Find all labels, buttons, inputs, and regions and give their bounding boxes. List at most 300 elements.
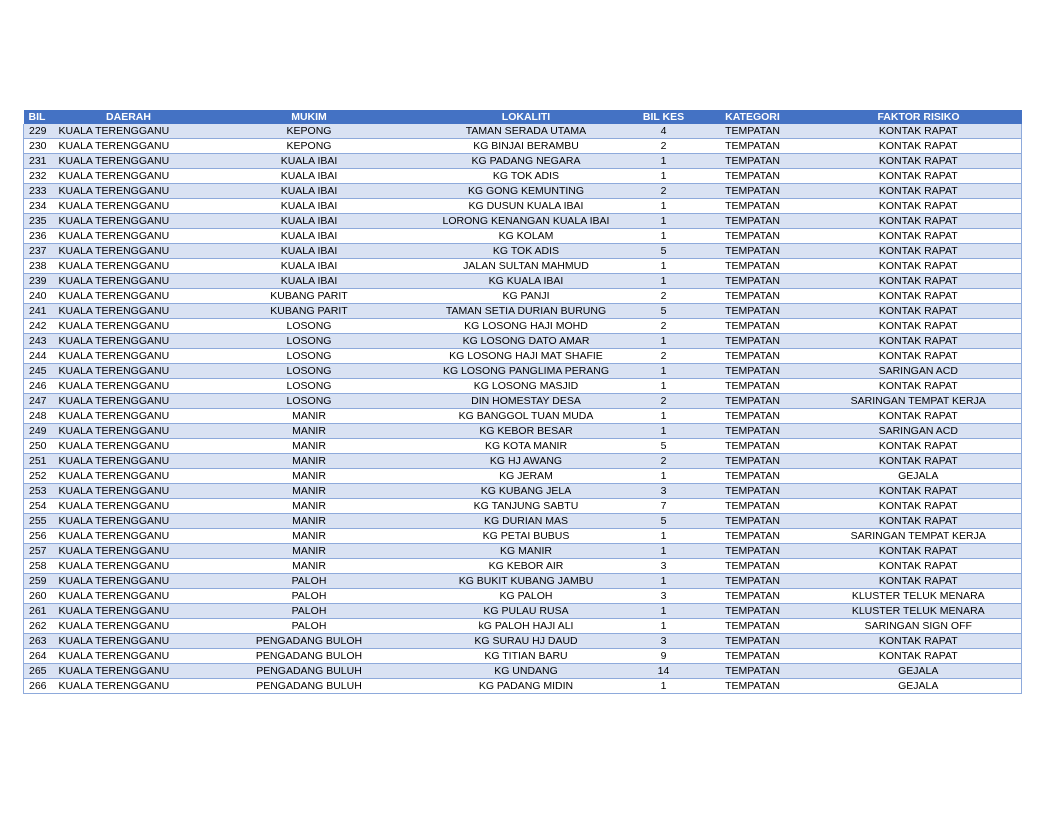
cell-bil-kes: 5 [638,439,690,454]
cell-mukim: KUALA IBAI [204,214,415,229]
table-row [24,349,1022,364]
header-mukim: MUKIM [204,110,415,124]
cell-lokaliti: LORONG KENANGAN KUALA IBAI [415,214,638,229]
cell-lokaliti: KG KOTA MANIR [415,439,638,454]
cell-lokaliti: KG UNDANG [415,664,638,679]
cell-kategori: TEMPATAN [690,619,816,634]
cell-faktor-risiko: KONTAK RAPAT [816,319,1022,334]
cell-lokaliti: TAMAN SERADA UTAMA [415,124,638,139]
cell-daerah: KUALA TERENGGANU [54,469,204,484]
cell-daerah: KUALA TERENGGANU [54,274,204,289]
cell-faktor-risiko: SARINGAN TEMPAT KERJA [816,394,1022,409]
cell-kategori: TEMPATAN [690,364,816,379]
cell-bil: 246 [24,379,54,394]
cell-lokaliti: KG PADANG NEGARA [415,154,638,169]
table-row [24,244,1022,259]
cell-faktor-risiko: KONTAK RAPAT [816,514,1022,529]
cell-faktor-risiko: KONTAK RAPAT [816,349,1022,364]
cell-mukim: MANIR [204,544,415,559]
cell-mukim: MANIR [204,559,415,574]
cell-bil-kes: 2 [638,454,690,469]
table-row [24,289,1022,304]
cell-bil-kes: 1 [638,619,690,634]
cell-bil: 245 [24,364,54,379]
cell-lokaliti: KG TANJUNG SABTU [415,499,638,514]
cell-daerah: KUALA TERENGGANU [54,679,204,694]
table-row [24,484,1022,499]
cell-bil-kes: 1 [638,529,690,544]
cell-bil-kes: 2 [638,349,690,364]
cell-kategori: TEMPATAN [690,349,816,364]
cell-lokaliti: KG KEBOR BESAR [415,424,638,439]
table-row [24,319,1022,334]
cell-bil-kes: 1 [638,259,690,274]
header-daerah: DAERAH [54,110,204,124]
cell-faktor-risiko: SARINGAN TEMPAT KERJA [816,529,1022,544]
cell-faktor-risiko: GEJALA [816,664,1022,679]
cell-kategori: TEMPATAN [690,454,816,469]
cell-daerah: KUALA TERENGGANU [54,334,204,349]
cell-mukim: KEPONG [204,139,415,154]
cell-kategori: TEMPATAN [690,484,816,499]
cell-mukim: MANIR [204,454,415,469]
cell-kategori: TEMPATAN [690,319,816,334]
table-row [24,259,1022,274]
cell-kategori: TEMPATAN [690,574,816,589]
table-row [24,454,1022,469]
cell-bil: 243 [24,334,54,349]
cell-bil: 230 [24,139,54,154]
cell-mukim: KUALA IBAI [204,199,415,214]
cell-bil-kes: 2 [638,394,690,409]
cell-faktor-risiko: KONTAK RAPAT [816,649,1022,664]
cell-faktor-risiko: KONTAK RAPAT [816,244,1022,259]
cell-daerah: KUALA TERENGGANU [54,199,204,214]
cell-kategori: TEMPATAN [690,604,816,619]
cell-mukim: KUALA IBAI [204,184,415,199]
cell-faktor-risiko: KLUSTER TELUK MENARA [816,604,1022,619]
cell-lokaliti: KG BUKIT KUBANG JAMBU [415,574,638,589]
cell-mukim: MANIR [204,439,415,454]
cell-bil-kes: 1 [638,154,690,169]
cell-daerah: KUALA TERENGGANU [54,604,204,619]
table-row [24,574,1022,589]
cell-bil-kes: 1 [638,469,690,484]
cell-lokaliti: KG DURIAN MAS [415,514,638,529]
cell-bil: 242 [24,319,54,334]
cell-daerah: KUALA TERENGGANU [54,649,204,664]
table-row [24,559,1022,574]
cell-bil: 241 [24,304,54,319]
cell-bil-kes: 1 [638,334,690,349]
cell-bil: 264 [24,649,54,664]
cell-lokaliti: KG BINJAI BERAMBU [415,139,638,154]
cell-mukim: KUBANG PARIT [204,304,415,319]
cell-kategori: TEMPATAN [690,469,816,484]
case-table [23,110,1022,694]
cell-mukim: LOSONG [204,319,415,334]
cell-mukim: KUALA IBAI [204,154,415,169]
cell-mukim: LOSONG [204,394,415,409]
cell-lokaliti: KG KUALA IBAI [415,274,638,289]
cell-bil: 261 [24,604,54,619]
cell-lokaliti: KG MANIR [415,544,638,559]
cell-daerah: KUALA TERENGGANU [54,319,204,334]
cell-daerah: KUALA TERENGGANU [54,559,204,574]
cell-bil: 254 [24,499,54,514]
cell-faktor-risiko: GEJALA [816,679,1022,694]
header-lokaliti: LOKALITI [415,110,638,124]
cell-lokaliti: KG PETAI BUBUS [415,529,638,544]
cell-lokaliti: KG TOK ADIS [415,244,638,259]
cell-mukim: LOSONG [204,334,415,349]
cell-lokaliti: JALAN SULTAN MAHMUD [415,259,638,274]
cell-kategori: TEMPATAN [690,634,816,649]
cell-mukim: PALOH [204,619,415,634]
cell-kategori: TEMPATAN [690,139,816,154]
cell-bil-kes: 1 [638,364,690,379]
cell-kategori: TEMPATAN [690,409,816,424]
table-header [24,110,1022,124]
cell-kategori: TEMPATAN [690,199,816,214]
cell-faktor-risiko: KONTAK RAPAT [816,124,1022,139]
cell-faktor-risiko: KLUSTER TELUK MENARA [816,589,1022,604]
cell-bil: 244 [24,349,54,364]
cell-daerah: KUALA TERENGGANU [54,244,204,259]
cell-mukim: KUBANG PARIT [204,289,415,304]
cell-faktor-risiko: KONTAK RAPAT [816,499,1022,514]
cell-bil-kes: 1 [638,424,690,439]
cell-kategori: TEMPATAN [690,124,816,139]
cell-kategori: TEMPATAN [690,514,816,529]
cell-bil: 239 [24,274,54,289]
cell-daerah: KUALA TERENGGANU [54,379,204,394]
cell-lokaliti: KG LOSONG MASJID [415,379,638,394]
cell-mukim: KEPONG [204,124,415,139]
cell-bil: 253 [24,484,54,499]
cell-kategori: TEMPATAN [690,214,816,229]
cell-bil: 257 [24,544,54,559]
table-row [24,649,1022,664]
cell-bil-kes: 1 [638,169,690,184]
table-row [24,424,1022,439]
cell-lokaliti: KG LOSONG PANGLIMA PERANG [415,364,638,379]
cell-lokaliti: KG KEBOR AIR [415,559,638,574]
table-row [24,304,1022,319]
cell-daerah: KUALA TERENGGANU [54,439,204,454]
cell-daerah: KUALA TERENGGANU [54,619,204,634]
cell-bil: 265 [24,664,54,679]
cell-faktor-risiko: SARINGAN ACD [816,364,1022,379]
cell-daerah: KUALA TERENGGANU [54,229,204,244]
cell-bil-kes: 5 [638,304,690,319]
table-row [24,529,1022,544]
cell-bil-kes: 1 [638,274,690,289]
cell-kategori: TEMPATAN [690,649,816,664]
table-row [24,229,1022,244]
cell-bil: 263 [24,634,54,649]
cell-daerah: KUALA TERENGGANU [54,574,204,589]
cell-bil: 250 [24,439,54,454]
cell-daerah: KUALA TERENGGANU [54,664,204,679]
cell-bil: 231 [24,154,54,169]
cell-faktor-risiko: KONTAK RAPAT [816,574,1022,589]
cell-daerah: KUALA TERENGGANU [54,364,204,379]
cell-mukim: KUALA IBAI [204,169,415,184]
table-row [24,139,1022,154]
cell-mukim: LOSONG [204,379,415,394]
table-body [24,124,1022,694]
cell-mukim: MANIR [204,469,415,484]
cell-lokaliti: KG LOSONG HAJI MOHD [415,319,638,334]
cell-daerah: KUALA TERENGGANU [54,304,204,319]
table-row [24,439,1022,454]
cell-lokaliti: DIN HOMESTAY DESA [415,394,638,409]
cell-faktor-risiko: KONTAK RAPAT [816,484,1022,499]
cell-daerah: KUALA TERENGGANU [54,529,204,544]
cell-kategori: TEMPATAN [690,274,816,289]
table-row [24,199,1022,214]
cell-daerah: KUALA TERENGGANU [54,214,204,229]
cell-bil: 238 [24,259,54,274]
cell-lokaliti: KG KUBANG JELA [415,484,638,499]
cell-bil-kes: 3 [638,559,690,574]
cell-bil: 248 [24,409,54,424]
table-row [24,469,1022,484]
cell-bil: 236 [24,229,54,244]
cell-faktor-risiko: KONTAK RAPAT [816,439,1022,454]
cell-bil: 232 [24,169,54,184]
cell-faktor-risiko: KONTAK RAPAT [816,169,1022,184]
header-bil: BIL [24,110,54,124]
cell-mukim: PENGADANG BULUH [204,679,415,694]
cell-lokaliti: KG PANJI [415,289,638,304]
cell-bil-kes: 9 [638,649,690,664]
header-faktor-risiko: FAKTOR RISIKO [816,110,1022,124]
cell-mukim: MANIR [204,514,415,529]
cell-lokaliti: TAMAN SETIA DURIAN BURUNG [415,304,638,319]
cell-bil: 249 [24,424,54,439]
cell-bil-kes: 14 [638,664,690,679]
cell-bil-kes: 1 [638,229,690,244]
cell-mukim: PALOH [204,589,415,604]
cell-kategori: TEMPATAN [690,154,816,169]
cell-bil-kes: 4 [638,124,690,139]
cell-kategori: TEMPATAN [690,559,816,574]
cell-bil: 256 [24,529,54,544]
cell-daerah: KUALA TERENGGANU [54,169,204,184]
table-row [24,169,1022,184]
cell-mukim: LOSONG [204,349,415,364]
case-table-sheet [23,110,1021,694]
cell-faktor-risiko: KONTAK RAPAT [816,559,1022,574]
cell-daerah: KUALA TERENGGANU [54,484,204,499]
cell-bil: 259 [24,574,54,589]
cell-kategori: TEMPATAN [690,169,816,184]
table-row [24,334,1022,349]
table-row [24,604,1022,619]
cell-lokaliti: KG HJ AWANG [415,454,638,469]
cell-mukim: PALOH [204,604,415,619]
cell-bil-kes: 2 [638,319,690,334]
cell-mukim: KUALA IBAI [204,244,415,259]
cell-bil: 262 [24,619,54,634]
table-row [24,364,1022,379]
table-row [24,124,1022,139]
cell-kategori: TEMPATAN [690,424,816,439]
cell-mukim: PENGADANG BULOH [204,649,415,664]
cell-bil: 237 [24,244,54,259]
cell-faktor-risiko: KONTAK RAPAT [816,409,1022,424]
cell-faktor-risiko: SARINGAN ACD [816,424,1022,439]
cell-daerah: KUALA TERENGGANU [54,454,204,469]
cell-daerah: KUALA TERENGGANU [54,289,204,304]
cell-lokaliti: KG PALOH [415,589,638,604]
cell-faktor-risiko: KONTAK RAPAT [816,229,1022,244]
cell-daerah: KUALA TERENGGANU [54,589,204,604]
cell-bil-kes: 1 [638,604,690,619]
table-row [24,499,1022,514]
cell-kategori: TEMPATAN [690,184,816,199]
cell-faktor-risiko: KONTAK RAPAT [816,199,1022,214]
table-row [24,214,1022,229]
cell-mukim: MANIR [204,499,415,514]
cell-faktor-risiko: KONTAK RAPAT [816,634,1022,649]
cell-bil-kes: 1 [638,379,690,394]
table-row [24,379,1022,394]
cell-daerah: KUALA TERENGGANU [54,394,204,409]
cell-bil-kes: 1 [638,199,690,214]
cell-faktor-risiko: KONTAK RAPAT [816,334,1022,349]
table-row [24,679,1022,694]
cell-kategori: TEMPATAN [690,334,816,349]
cell-faktor-risiko: KONTAK RAPAT [816,259,1022,274]
cell-kategori: TEMPATAN [690,289,816,304]
cell-bil: 258 [24,559,54,574]
cell-bil-kes: 3 [638,484,690,499]
cell-daerah: KUALA TERENGGANU [54,259,204,274]
cell-faktor-risiko: KONTAK RAPAT [816,139,1022,154]
cell-mukim: KUALA IBAI [204,274,415,289]
table-row [24,409,1022,424]
cell-daerah: KUALA TERENGGANU [54,424,204,439]
cell-lokaliti: kG PALOH HAJI ALI [415,619,638,634]
cell-lokaliti: KG SURAU HJ DAUD [415,634,638,649]
cell-bil: 255 [24,514,54,529]
cell-bil-kes: 5 [638,514,690,529]
cell-bil: 247 [24,394,54,409]
cell-bil: 235 [24,214,54,229]
cell-mukim: LOSONG [204,364,415,379]
cell-faktor-risiko: KONTAK RAPAT [816,454,1022,469]
cell-faktor-risiko: KONTAK RAPAT [816,379,1022,394]
cell-daerah: KUALA TERENGGANU [54,634,204,649]
cell-mukim: KUALA IBAI [204,229,415,244]
cell-faktor-risiko: KONTAK RAPAT [816,214,1022,229]
cell-kategori: TEMPATAN [690,544,816,559]
cell-kategori: TEMPATAN [690,379,816,394]
table-row [24,589,1022,604]
table-row [24,634,1022,649]
cell-mukim: PALOH [204,574,415,589]
cell-bil: 251 [24,454,54,469]
cell-kategori: TEMPATAN [690,259,816,274]
cell-daerah: KUALA TERENGGANU [54,349,204,364]
cell-daerah: KUALA TERENGGANU [54,499,204,514]
cell-bil: 252 [24,469,54,484]
cell-lokaliti: KG PULAU RUSA [415,604,638,619]
cell-bil-kes: 2 [638,184,690,199]
cell-lokaliti: KG LOSONG HAJI MAT SHAFIE [415,349,638,364]
table-row [24,154,1022,169]
cell-bil: 234 [24,199,54,214]
cell-kategori: TEMPATAN [690,589,816,604]
cell-bil-kes: 1 [638,679,690,694]
cell-daerah: KUALA TERENGGANU [54,409,204,424]
cell-mukim: MANIR [204,409,415,424]
cell-bil-kes: 2 [638,289,690,304]
header-row [24,110,1022,124]
cell-faktor-risiko: KONTAK RAPAT [816,544,1022,559]
table-row [24,544,1022,559]
cell-kategori: TEMPATAN [690,304,816,319]
cell-lokaliti: KG TITIAN BARU [415,649,638,664]
cell-lokaliti: KG GONG KEMUNTING [415,184,638,199]
cell-mukim: PENGADANG BULOH [204,634,415,649]
cell-bil-kes: 3 [638,634,690,649]
cell-daerah: KUALA TERENGGANU [54,124,204,139]
cell-kategori: TEMPATAN [690,679,816,694]
cell-daerah: KUALA TERENGGANU [54,139,204,154]
cell-lokaliti: KG LOSONG DATO AMAR [415,334,638,349]
cell-faktor-risiko: GEJALA [816,469,1022,484]
table-row [24,514,1022,529]
cell-lokaliti: KG DUSUN KUALA IBAI [415,199,638,214]
cell-bil-kes: 1 [638,574,690,589]
cell-bil: 240 [24,289,54,304]
cell-faktor-risiko: KONTAK RAPAT [816,154,1022,169]
table-row [24,394,1022,409]
cell-lokaliti: KG JERAM [415,469,638,484]
cell-bil: 229 [24,124,54,139]
cell-lokaliti: KG KOLAM [415,229,638,244]
cell-lokaliti: KG PADANG MIDIN [415,679,638,694]
cell-faktor-risiko: KONTAK RAPAT [816,289,1022,304]
cell-bil: 233 [24,184,54,199]
cell-mukim: MANIR [204,484,415,499]
cell-faktor-risiko: KONTAK RAPAT [816,304,1022,319]
cell-faktor-risiko: KONTAK RAPAT [816,184,1022,199]
header-bil-kes: BIL KES [638,110,690,124]
cell-kategori: TEMPATAN [690,499,816,514]
cell-daerah: KUALA TERENGGANU [54,514,204,529]
cell-daerah: KUALA TERENGGANU [54,184,204,199]
header-kategori: KATEGORI [690,110,816,124]
cell-kategori: TEMPATAN [690,439,816,454]
cell-kategori: TEMPATAN [690,664,816,679]
cell-daerah: KUALA TERENGGANU [54,154,204,169]
cell-bil: 266 [24,679,54,694]
cell-mukim: KUALA IBAI [204,259,415,274]
cell-kategori: TEMPATAN [690,529,816,544]
table-row [24,664,1022,679]
cell-bil-kes: 1 [638,544,690,559]
table-row [24,184,1022,199]
table-row [24,619,1022,634]
cell-bil-kes: 2 [638,139,690,154]
cell-bil-kes: 1 [638,409,690,424]
cell-faktor-risiko: SARINGAN SIGN OFF [816,619,1022,634]
